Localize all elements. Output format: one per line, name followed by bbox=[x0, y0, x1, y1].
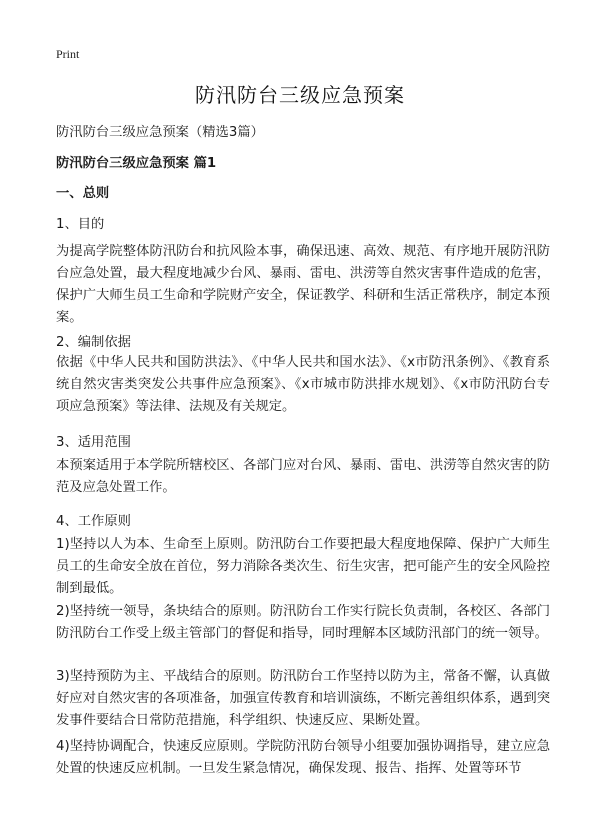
subsection-heading-basis: 2、编制依据 bbox=[56, 335, 131, 350]
subsection-heading-purpose: 1、目的 bbox=[56, 217, 105, 232]
paragraph-basis: 依据《中华人民共和国防洪法》、《中华人民共和国水法》、《x市防汛条例》、《教育系统自然灾害类突发公共事件应急预案》、《x市城市防洪排水规划》、《x市防汛防台专项应急预案》等法律、法规及有关规定。 bbox=[56, 355, 550, 414]
document-title: 防汛防台三级应急预案 bbox=[195, 83, 405, 107]
paragraph-purpose: 为提高学院整体防汛防台和抗风险本事，确保迅速、高效、规范、有序地开展防汛防台应急处置，最大程度地减少台风、暴雨、雷电、洪涝等自然灾害事件造成的危害，保护广大师生员工生命和学院财产安全，保证教学、科研和生活正常秩序，制定本预案。 bbox=[56, 244, 550, 325]
subsection-heading-principles: 4、工作原则 bbox=[56, 514, 131, 529]
subsection-heading-scope: 3、适用范围 bbox=[56, 435, 131, 450]
principle-item: 2)坚持统一领导，条块结合的原则。防汛防台工作实行院长负责制，各校区、各部门防汛防台工作受上级主管部门的督促和指导，同时理解本区域防汛部门的统一领导。 bbox=[56, 604, 550, 641]
principle-item: 3)坚持预防为主、平战结合的原则。防汛防台工作坚持以防为主，常备不懈，认真做好应对自然灾害的各项准备，加强宣传教育和培训演练，不断完善组织体系，遇到突发事件要结合日常防范措施，科学组织、快速反应、果断处置。 bbox=[56, 669, 550, 728]
part-heading: 防汛防台三级应急预案 篇1 bbox=[56, 156, 217, 171]
principle-item: 1)坚持以人为本、生命至上原则。防汛防台工作要把最大程度地保障、保护广大师生员工的生命安全放在首位，努力消除各类次生、衍生灾害，把可能产生的安全风险控制到最低。 bbox=[56, 537, 550, 596]
print-link[interactable]: Print bbox=[56, 47, 80, 61]
section-heading-general: 一、总则 bbox=[56, 186, 110, 201]
paragraph-scope: 本预案适用于本学院所辖校区、各部门应对台风、暴雨、雷电、洪涝等自然灾害的防范及应急处置工作。 bbox=[56, 458, 550, 495]
document-subtitle: 防汛防台三级应急预案（精选3篇） bbox=[56, 125, 264, 140]
principle-item: 4)坚持协调配合，快速反应原则。学院防汛防台领导小组要加强协调指导，建立应急处置的快速反应机制。一旦发生紧急情况，确保发现、报告、指挥、处置等环节 bbox=[56, 739, 550, 776]
